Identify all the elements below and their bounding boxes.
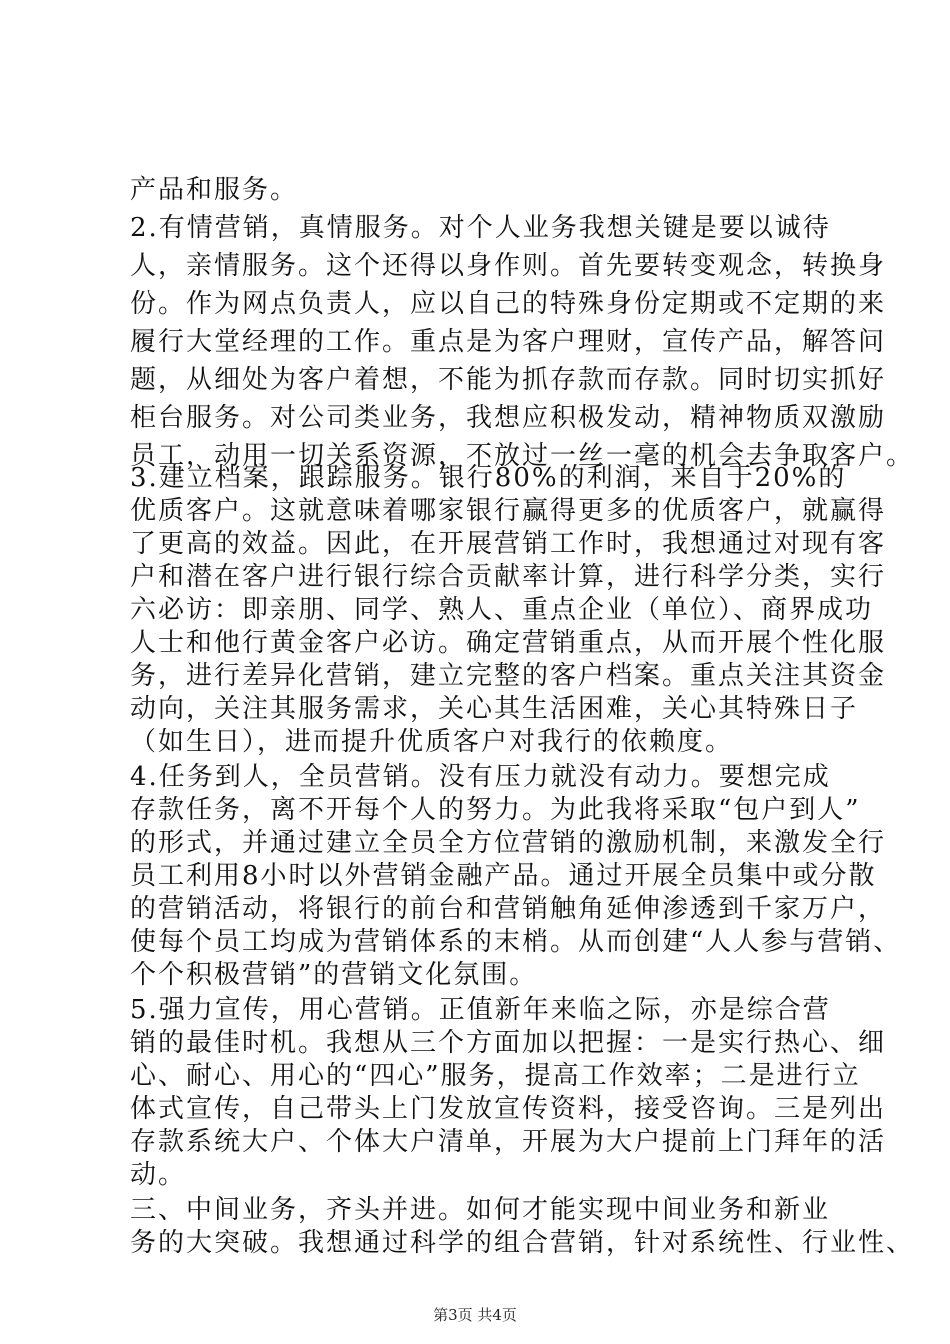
text-line: 员工，动用一切关系资源，不放过一丝一毫的机会去争取客户。 <box>130 441 915 471</box>
text-line: 柜台服务。对公司类业务，我想应积极发动，精神物质双激励 <box>130 403 887 433</box>
text-line: 体式宣传，自己带头上门发放宣传资料，接受咨询。三是列出 <box>130 1094 887 1124</box>
text-line: 动。 <box>130 1160 187 1190</box>
text-line: 产品和服务。 <box>130 175 299 205</box>
text-line: 优质客户。这就意味着哪家银行赢得更多的优质客户，就赢得 <box>130 496 887 526</box>
page-footer: 第3页 共4页 <box>433 1306 517 1324</box>
text-line: 份。作为网点负责人，应以自己的特殊身份定期或不定期的来 <box>130 289 887 319</box>
text-line: 人士和他行黄金客户必访。确定营销重点，从而开展个性化服 <box>130 628 887 658</box>
text-line: 个个积极营销”的营销文化氛围。 <box>130 960 538 990</box>
text-line: 员工利用8小时以外营销金融产品。通过开展全员集中或分散 <box>130 861 877 891</box>
text-line: 务，进行差异化营销，建立完整的客户档案。重点关注其资金 <box>130 661 887 691</box>
text-line: 动向，关注其服务需求，关心其生活困难，关心其特殊日子 <box>130 694 859 724</box>
text-line: 使每个员工均成为营销体系的末梢。从而创建“人人参与营销、 <box>130 927 902 957</box>
text-line: 务的大突破。我想通过科学的组合营销，针对系统性、行业性、 <box>130 1228 915 1258</box>
text-line: 3.建立档案，跟踪服务。银行80%的利润，来自于20%的 <box>130 463 847 493</box>
text-line: 题，从细处为客户着想，不能为抓存款而存款。同时切实抓好 <box>130 365 887 395</box>
text-line: 的营销活动，将银行的前台和营销触角延伸渗透到千家万户， <box>130 894 887 924</box>
text-line: 存款任务，离不开每个人的努力。为此我将采取“包户到人” <box>130 795 861 825</box>
text-line: 4.任务到人，全员营销。没有压力就没有动力。要想完成 <box>130 762 831 792</box>
text-line: 三、中间业务，齐头并进。如何才能实现中间业务和新业 <box>130 1195 831 1225</box>
text-line: 的形式，并通过建立全员全方位营销的激励机制，来激发全行 <box>130 828 887 858</box>
text-line: 存款系统大户、个体大户清单，开展为大户提前上门拜年的活 <box>130 1127 887 1157</box>
text-line: 5.强力宣传，用心营销。正值新年来临之际，亦是综合营 <box>130 995 831 1025</box>
text-line: （如生日），进而提升优质客户对我行的依赖度。 <box>130 727 734 757</box>
text-line: 了更高的效益。因此，在开展营销工作时，我想通过对现有客 <box>130 529 887 559</box>
text-line: 销的最佳时机。我想从三个方面加以把握：一是实行热心、细 <box>130 1028 887 1058</box>
text-line: 户和潜在客户进行银行综合贡献率计算，进行科学分类，实行 <box>130 562 887 592</box>
text-line: 心、耐心、用心的“四心”服务，提高工作效率；二是进行立 <box>130 1061 861 1091</box>
text-line: 2.有情营销，真情服务。对个人业务我想关键是要以诚待 <box>130 213 831 243</box>
text-line: 履行大堂经理的工作。重点是为客户理财，宣传产品，解答问 <box>130 327 887 357</box>
text-line: 人，亲情服务。这个还得以身作则。首先要转变观念，转换身 <box>130 251 887 281</box>
text-line: 六必访：即亲朋、同学、熟人、重点企业（单位）、商界成功 <box>130 595 874 625</box>
